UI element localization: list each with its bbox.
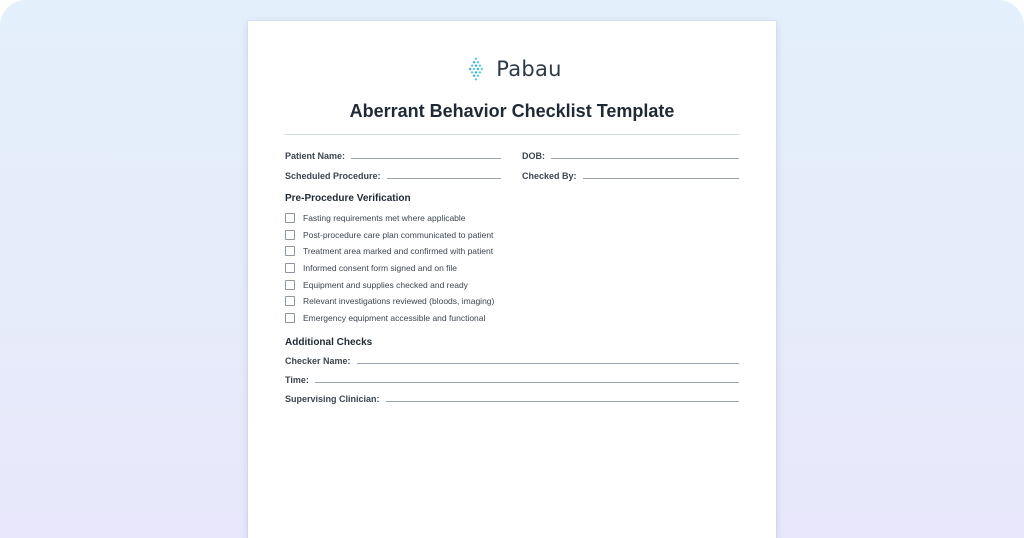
patient-name-line[interactable]	[351, 158, 501, 159]
supervising-clinician-field[interactable]	[285, 394, 739, 404]
checklist-item-label: Emergency equipment accessible and functional	[303, 312, 486, 323]
checkbox[interactable]	[285, 296, 295, 306]
supervising-clinician-label: Supervising Clinician:	[285, 394, 380, 404]
checklist-item-label: Informed consent form signed and on file	[303, 263, 458, 274]
checkbox[interactable]	[285, 230, 295, 240]
time-field[interactable]	[285, 375, 739, 385]
brand-logo	[248, 55, 776, 83]
checkbox[interactable]	[285, 246, 295, 256]
checked-by-line[interactable]	[583, 178, 739, 179]
brand-name: Pabau	[496, 57, 562, 81]
dob-field[interactable]	[522, 151, 739, 161]
time-line[interactable]	[315, 382, 739, 383]
scheduled-procedure-field[interactable]	[285, 171, 501, 181]
patient-name-label: Patient Name:	[285, 151, 346, 161]
checklist-item-label: Post-procedure care plan communicated to patient	[303, 229, 494, 240]
document-title: Aberrant Behavior Checklist Template	[349, 101, 675, 121]
checker-name-label: Checker Name:	[285, 356, 351, 366]
checklist-item[interactable]	[285, 310, 725, 327]
additional-checks-heading: Additional Checks	[285, 337, 373, 348]
checkbox[interactable]	[285, 313, 295, 323]
checklist-document	[248, 21, 776, 538]
checklist-item-label: Fasting requirements met where applicable	[303, 213, 466, 224]
patient-name-field[interactable]	[285, 151, 501, 161]
pre-procedure-heading: Pre-Procedure Verification	[285, 193, 411, 204]
dob-label: DOB:	[522, 151, 545, 161]
scheduled-procedure-label: Scheduled Procedure:	[285, 171, 381, 181]
checkbox[interactable]	[285, 213, 295, 223]
checkbox[interactable]	[285, 280, 295, 290]
time-label: Time:	[285, 375, 309, 385]
checklist-item-label: Relevant investigations reviewed (bloods, imaging)	[303, 296, 495, 307]
checklist-item[interactable]	[285, 243, 725, 260]
checked-by-field[interactable]	[522, 171, 739, 181]
checkbox[interactable]	[285, 263, 295, 273]
checklist-item[interactable]	[285, 293, 725, 310]
dob-line[interactable]	[551, 158, 739, 159]
checklist-item-label: Treatment area marked and confirmed with patient	[303, 246, 494, 257]
checklist-item[interactable]	[285, 276, 725, 293]
scheduled-procedure-line[interactable]	[387, 178, 501, 179]
checker-name-line[interactable]	[357, 363, 739, 364]
checked-by-label: Checked By:	[522, 171, 577, 181]
checklist-item-label: Equipment and supplies checked and ready	[303, 279, 468, 290]
pre-procedure-checklist	[285, 210, 725, 326]
diamond-grid-icon	[462, 55, 490, 83]
checklist-item[interactable]	[285, 227, 725, 244]
checklist-item[interactable]	[285, 260, 725, 277]
supervising-clinician-line[interactable]	[386, 401, 739, 402]
checker-name-field[interactable]	[285, 356, 739, 366]
checklist-item[interactable]	[285, 210, 725, 227]
title-divider	[285, 134, 739, 135]
